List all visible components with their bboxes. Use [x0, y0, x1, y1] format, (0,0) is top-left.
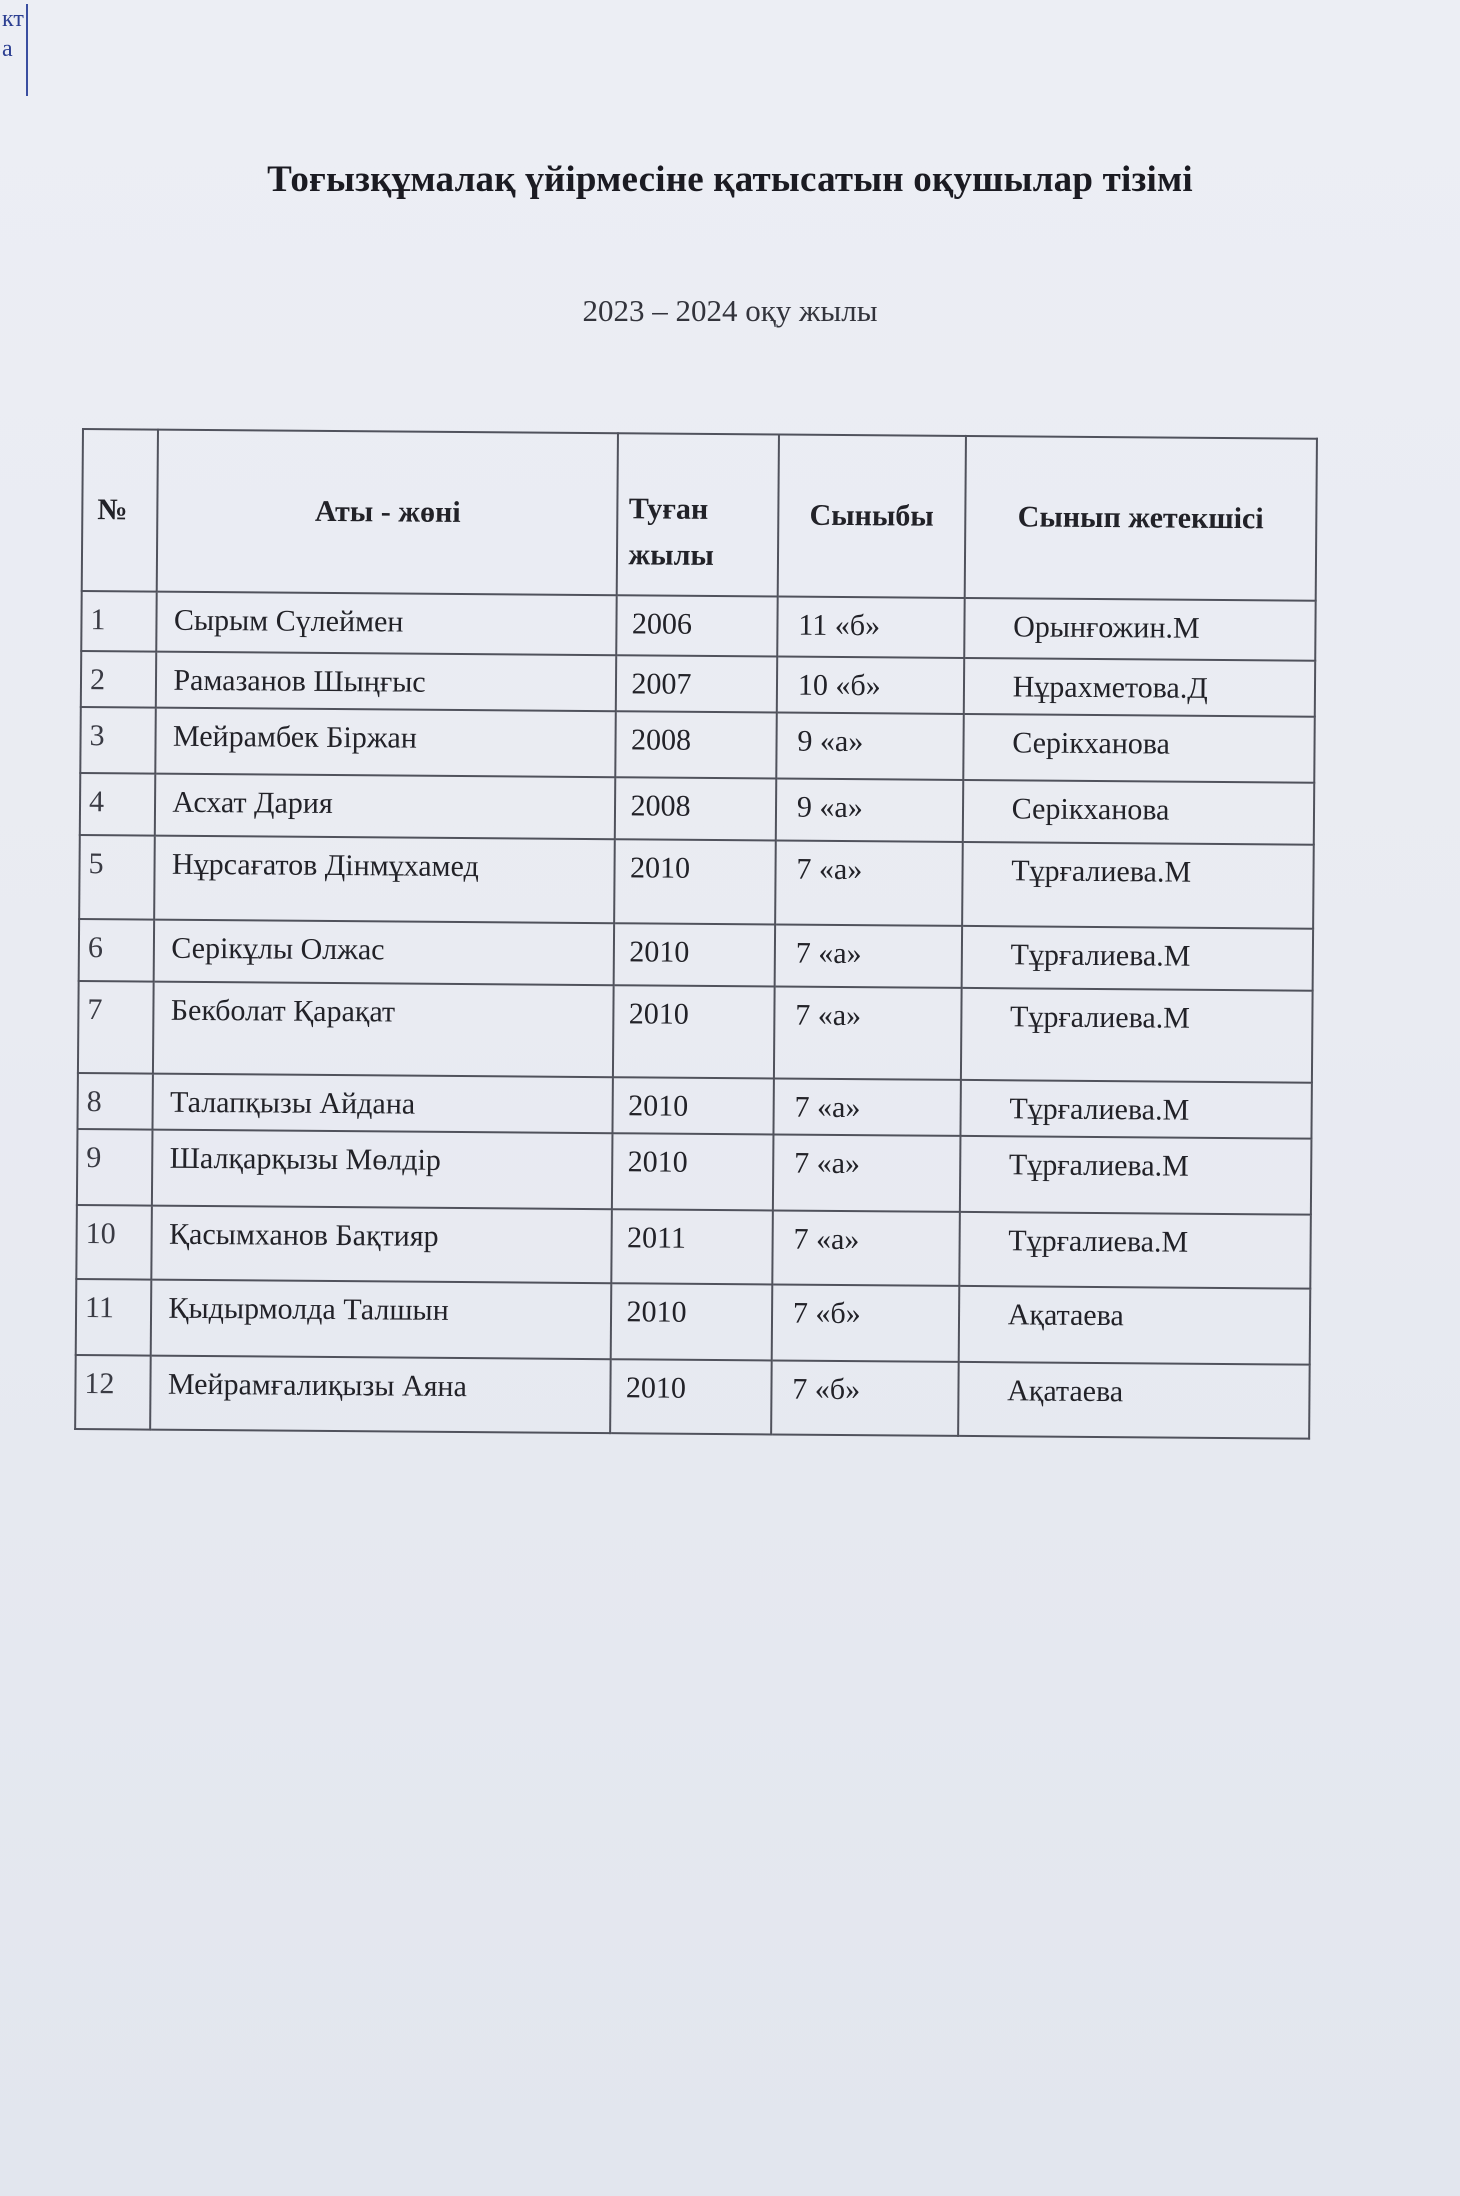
document-subtitle: 2023 – 2024 оқу жылы — [582, 293, 878, 328]
cell-class: 9 «а» — [776, 712, 963, 779]
cell-class: 7 «а» — [773, 1134, 960, 1211]
corner-stamp-text: кт а — [2, 6, 24, 62]
cell-name: Бекболат Қарақат — [153, 982, 614, 1078]
cell-name: Сырым Сүлеймен — [157, 592, 618, 656]
students-table — [74, 428, 1318, 1440]
cell-no: 6 — [79, 919, 155, 982]
table-row — [78, 981, 1313, 1083]
cell-no: 1 — [81, 591, 157, 652]
cell-name: Қыдырмолда Талшын — [151, 1280, 612, 1360]
cell-teacher: Нұрахметова.Д — [964, 658, 1316, 717]
cell-class: 7 «а» — [775, 924, 962, 987]
cell-class: 7 «б» — [771, 1360, 958, 1435]
header-no: № — [82, 429, 159, 592]
cell-class: 7 «а» — [775, 840, 962, 925]
cell-birth-year: 2011 — [612, 1209, 773, 1284]
cell-teacher: Ақатаева — [958, 1362, 1310, 1439]
cell-name: Мейрамғалиқызы Аяна — [151, 1356, 612, 1434]
table-row — [79, 919, 1313, 991]
cell-name: Талапқызы Айдана — [153, 1074, 613, 1134]
cell-class: 11 «б» — [777, 596, 964, 657]
table-row — [76, 1205, 1311, 1289]
cell-teacher: Тұрғалиева.М — [960, 1136, 1312, 1215]
cell-teacher: Тұрғалиева.М — [961, 926, 1313, 991]
header-class: Сыныбы — [778, 434, 966, 597]
cell-no: 11 — [76, 1279, 152, 1356]
cell-class: 7 «а» — [773, 1078, 960, 1135]
cell-birth-year: 2006 — [617, 595, 778, 656]
cell-name: Нұрсағатов Дінмұхамед — [155, 836, 616, 924]
cell-no: 5 — [79, 835, 155, 920]
cell-birth-year: 2010 — [613, 1077, 774, 1134]
table-row — [79, 835, 1314, 929]
cell-name: Қасымханов Бақтияр — [152, 1206, 613, 1284]
cell-teacher: Тұрғалиева.М — [961, 988, 1313, 1083]
header-teacher: Сынып жетекшісі — [964, 436, 1317, 601]
cell-teacher: Ақатаева — [958, 1286, 1310, 1365]
cell-class: 10 «б» — [777, 656, 964, 713]
cell-name: Серікұлы Олжас — [154, 920, 615, 986]
cell-birth-year: 2010 — [613, 985, 774, 1078]
cell-class: 7 «а» — [772, 1210, 959, 1285]
table-row — [76, 1279, 1311, 1365]
cell-name: Асхат Дария — [155, 774, 616, 840]
table-row — [81, 651, 1315, 717]
cell-no: 2 — [81, 651, 157, 708]
cell-name: Мейрамбек Біржан — [156, 708, 617, 778]
cell-birth-year: 2010 — [611, 1283, 772, 1360]
cell-teacher: Тұрғалиева.М — [960, 1080, 1312, 1139]
cell-teacher: Тұрғалиева.М — [959, 1212, 1311, 1289]
table-row — [80, 707, 1314, 783]
cell-birth-year: 2010 — [611, 1359, 772, 1434]
cell-teacher: Серікханова — [963, 714, 1315, 783]
table-row — [75, 1355, 1310, 1439]
cell-class: 9 «а» — [776, 778, 963, 841]
cell-no: 12 — [75, 1355, 151, 1430]
cell-birth-year: 2008 — [616, 711, 777, 778]
document-title: Тоғызқұмалақ үйірмесіне қатысатын оқушылар тізімі — [267, 159, 1193, 200]
cell-teacher: Орынғожин.М — [964, 598, 1316, 661]
table-row — [80, 773, 1314, 845]
cell-no: 10 — [76, 1205, 152, 1280]
cell-teacher: Тұрғалиева.М — [962, 842, 1314, 929]
cell-no: 9 — [77, 1129, 153, 1206]
header-name: Аты - жөні — [157, 430, 618, 596]
table-row — [77, 1129, 1312, 1215]
cell-no: 4 — [80, 773, 156, 836]
cell-name: Рамазанов Шыңғыс — [156, 652, 616, 712]
cell-name: Шалқарқызы Мөлдір — [152, 1130, 613, 1210]
cell-teacher: Серікханова — [962, 780, 1314, 845]
cell-no: 8 — [77, 1073, 153, 1130]
cell-birth-year: 2010 — [615, 839, 776, 924]
students-table-wrapper — [74, 428, 1318, 1440]
table-body — [75, 591, 1316, 1439]
cell-birth-year: 2010 — [614, 923, 775, 986]
table-row — [77, 1073, 1311, 1139]
cell-no: 7 — [78, 981, 154, 1074]
header-birth-year: Туған жылы — [617, 433, 779, 596]
table-row — [81, 591, 1315, 661]
corner-stamp-fragment — [2, 4, 28, 96]
cell-birth-year: 2010 — [612, 1133, 773, 1210]
cell-class: 7 «б» — [772, 1284, 959, 1361]
table-header-row — [82, 429, 1317, 601]
cell-class: 7 «а» — [774, 986, 962, 1079]
cell-birth-year: 2007 — [616, 655, 777, 712]
cell-no: 3 — [80, 707, 156, 774]
cell-birth-year: 2008 — [615, 777, 776, 840]
